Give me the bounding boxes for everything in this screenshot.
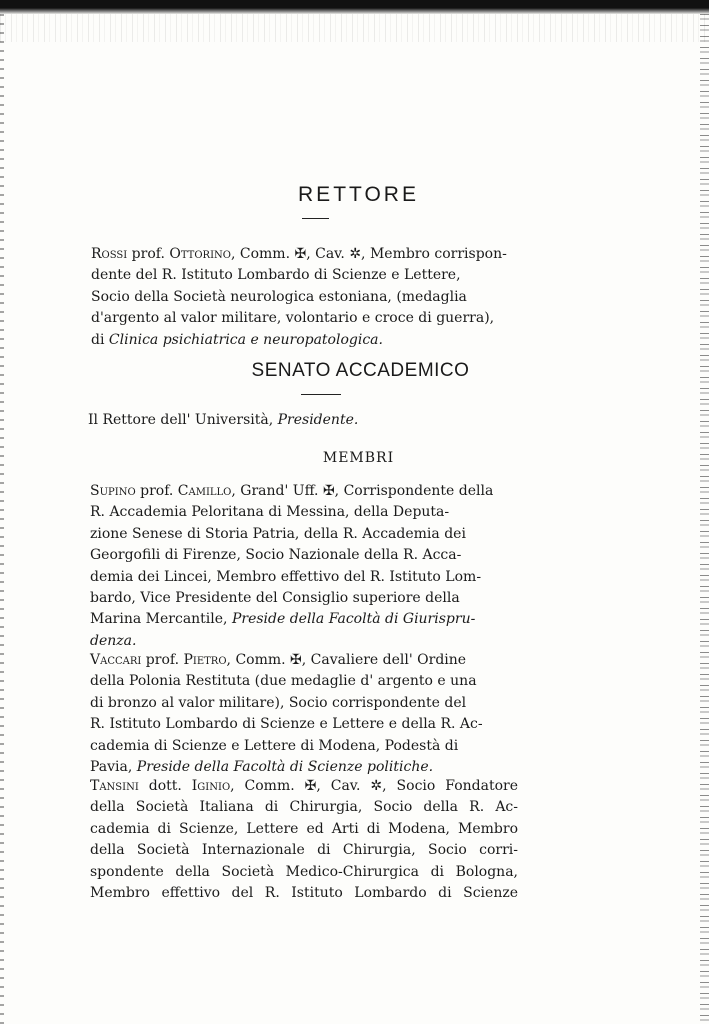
academic-title: dott. (148, 778, 182, 794)
entry-line: Socio della Società neurologica estoniana, (medaglia (91, 288, 467, 305)
entry-line: , Comm. ✠, Cav. ✲, Socio Fondatore (230, 778, 518, 794)
surname: Supino (90, 483, 136, 499)
surname: Tansini (90, 778, 139, 794)
entry-rettore (91, 244, 525, 351)
heading-membri: MEMBRI (322, 450, 395, 466)
entry-line: , Comm. ✠, Cav. ✲, Membro corrispon- (230, 246, 507, 262)
entry-line: R. Accademia Peloritana di Messina, della Deputa- (90, 504, 450, 521)
entry-line: Membro effettivo del R. Istituto Lombardo di Scienze (90, 885, 518, 902)
role-title: denza. (90, 632, 137, 649)
entry-member-tansini (90, 776, 518, 904)
entry-line: della Società Internazionale di Chirurgia, Socio corri- (90, 842, 518, 859)
heading-senato: SENATO ACCADEMICO (251, 360, 470, 381)
given-name: Iginio (191, 778, 231, 794)
entry-line: d'argento al valor militare, volontario e croce di guerra), (91, 310, 495, 327)
entry-member-vaccari (90, 650, 524, 778)
entry-line: di (91, 331, 105, 348)
entry-line: di bronzo al valor militare), Socio corrispondente del (90, 694, 467, 711)
chair-title: Clinica psichiatrica e neuropatologica. (108, 331, 383, 348)
president-role: Presidente. (277, 412, 359, 428)
given-name: Ottorino (169, 246, 231, 262)
entry-line: , Comm. ✠, Cavaliere dell' Ordine (226, 652, 467, 668)
entry-member-supino (90, 481, 524, 652)
entry-line: demia dei Lincei, Membro effettivo del R. Istituto Lom- (90, 568, 482, 585)
given-name: Camillo (177, 483, 232, 499)
surname: Rossi (91, 246, 128, 262)
entry-line: cademia di Scienze e Lettere di Modena, Podestà di (90, 737, 459, 754)
role-title: Preside della Facoltà di Giurispru- (231, 611, 476, 628)
academic-title: prof. (131, 246, 165, 262)
entry-line: cademia di Scienze, Lettere ed Arti di Modena, Membro (90, 820, 518, 837)
entry-line: dente del R. Istituto Lombardo di Scienze e Lettere, (91, 267, 461, 284)
role-title: Preside della Facoltà di Scienze politiche. (136, 759, 434, 776)
academic-title: prof. (145, 652, 180, 668)
heading-rettore: RETTORE (298, 183, 419, 206)
entry-line: della Società Italiana di Chirurgia, Socio della R. Ac- (90, 799, 518, 816)
academic-title: prof. (140, 483, 174, 499)
heading-rule (302, 218, 329, 219)
president-text: Il Rettore dell' Università, (88, 412, 274, 428)
entry-line: spondente della Società Medico-Chirurgica di Bologna, (90, 863, 518, 880)
entry-line: bardo, Vice Presidente del Consiglio superiore della (90, 590, 460, 607)
entry-line: della Polonia Restituta (due medaglie d' argento e una (90, 673, 477, 690)
heading-rule (301, 394, 341, 395)
given-name: Pietro (183, 652, 227, 668)
surname: Vaccari (90, 652, 142, 668)
entry-line: zione Senese di Storia Patria, della R. Accademia dei (90, 525, 466, 542)
entry-line: Marina Mercantile, (90, 611, 228, 628)
entry-line: Georgofili di Firenze, Socio Nazionale della R. Acca- (90, 547, 462, 564)
entry-line: R. Istituto Lombardo di Scienze e Lettere e della R. Ac- (90, 716, 483, 733)
entry-line: , Grand' Uff. ✠, Corrispondente della (231, 483, 494, 499)
president-line (88, 412, 358, 428)
entry-line: Pavia, (90, 759, 133, 776)
